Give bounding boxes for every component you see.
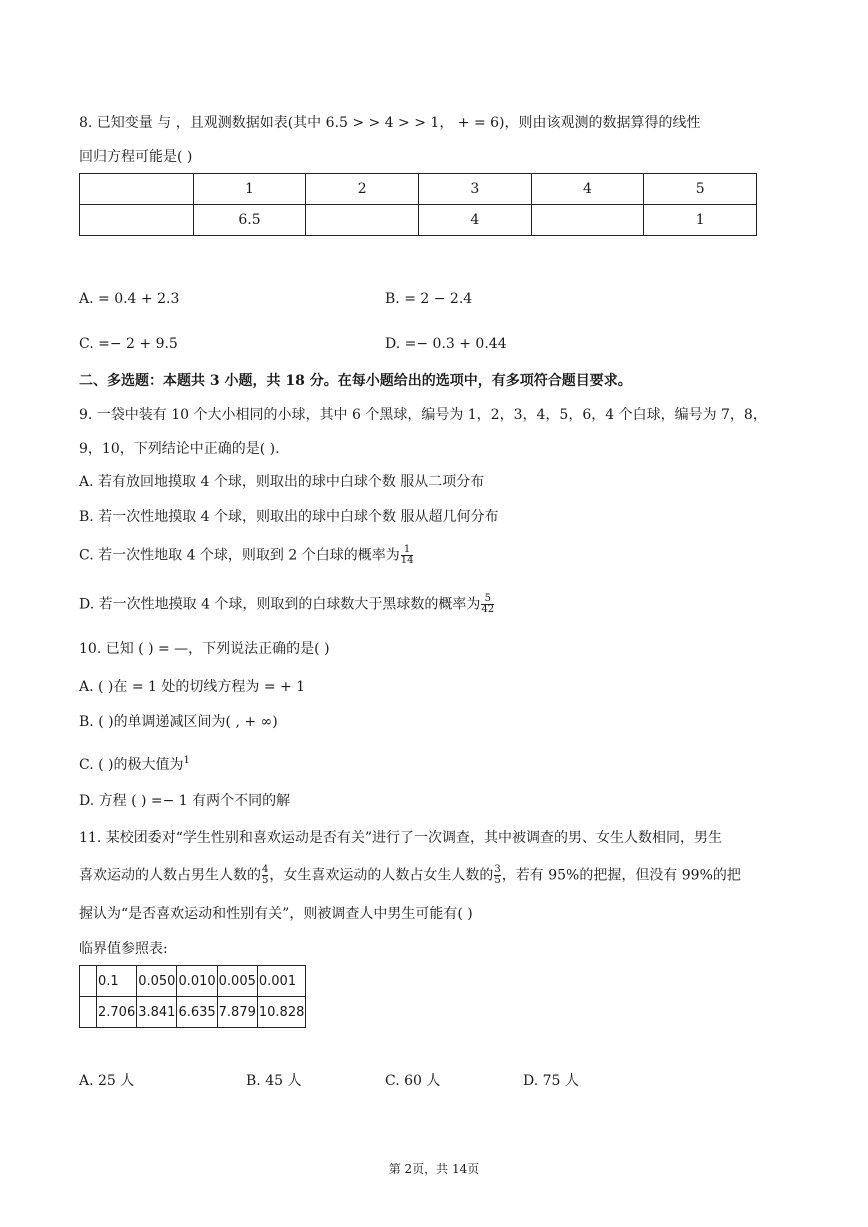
table-cell: 2.706: [97, 997, 137, 1028]
table-cell: 0.050: [137, 966, 177, 997]
section-heading: 二、多选题：本题共 3 小题，共 18 分。在每小题给出的选项中，有多项符合题目要求。: [79, 373, 632, 389]
table-cell: [80, 997, 97, 1028]
q11-stem-line2: [79, 865, 741, 886]
q10-option-a: A. ( )在 = 1 处的切线方程为 = + 1: [79, 679, 306, 695]
table-cell: 2: [306, 174, 419, 205]
table-row: [80, 205, 757, 236]
q11-text: ，女生喜欢运动的人数占女生人数的: [269, 867, 494, 884]
table-row: [80, 997, 306, 1028]
table-cell: 5: [644, 174, 757, 205]
q8-stem-line1: 8. 已知变量 与 ，且观测数据如表(其中 6.5 > > 4 > > 1， + = 6)，则由该观测的数据算得的线性: [79, 115, 701, 131]
table-cell: 1: [193, 174, 306, 205]
q10-stem: 10. 已知 ( ) = —，下列说法正确的是( ): [79, 641, 330, 657]
table-cell: 3.841: [137, 997, 177, 1028]
q8-option-c: C. =− 2 + 9.5: [79, 336, 178, 352]
q11-text: 喜欢运动的人数占男生人数的: [79, 867, 261, 884]
table-cell: 3: [418, 174, 531, 205]
q11-stem-line1: 11. 某校团委对“学生性别和喜欢运动是否有关”进行了一次调查，其中被调查的男、女生人数相同，男生: [79, 830, 723, 846]
table-cell: 7.879: [217, 997, 257, 1028]
q9-stem-line1: 9. 一袋中装有 10 个大小相同的小球，其中 6 个黑球，编号为 1，2，3，4，5，6，4 个白球，编号为 7，8，: [79, 407, 767, 423]
q11-option-c: C. 60 人: [385, 1073, 441, 1089]
table-cell: [306, 205, 419, 236]
q8-data-table: [79, 173, 757, 236]
q8-option-a: A. = 0.4 + 2.3: [79, 291, 180, 307]
q11-option-b: B. 45 人: [246, 1073, 302, 1089]
q8-stem-line2: 回归方程可能是( ): [79, 149, 193, 165]
table-cell: [80, 966, 97, 997]
fraction-denominator: 5: [494, 875, 501, 886]
fraction-numerator: 1: [403, 544, 411, 555]
q11-option-a: A. 25 人: [79, 1073, 135, 1089]
q10-option-c-text: C. ( )的极大值为: [79, 757, 184, 773]
fraction-numerator: 5: [484, 593, 491, 604]
page-number: 第 2页，共 14页: [388, 1162, 480, 1176]
fraction: [481, 594, 494, 615]
table-cell: 0.1: [97, 966, 137, 997]
q11-option-d: D. 75 人: [523, 1073, 579, 1089]
critical-value-table: [79, 965, 306, 1028]
q9-option-c: [79, 545, 414, 566]
table-cell: 0.001: [257, 966, 306, 997]
table-cell: 4: [418, 205, 531, 236]
q10-option-c: [79, 752, 190, 774]
q10-option-b: B. ( )的单调递减区间为( , + ∞): [79, 714, 278, 730]
q10-option-d: D. 方程 ( ) =− 1 有两个不同的解: [79, 793, 291, 809]
q8-option-b: B. = 2 − 2.4: [385, 291, 473, 307]
q9-option-d-text: D. 若一次性地摸取 4 个球，则取到的白球数大于黑球数的概率为: [79, 596, 481, 613]
table-cell: [80, 174, 194, 205]
table-cell: 1: [644, 205, 757, 236]
table-cell: 0.005: [217, 966, 257, 997]
q9-option-b: B. 若一次性地摸取 4 个球，则取出的球中白球个数 服从超几何分布: [79, 509, 499, 525]
fraction-denominator: 5: [262, 875, 269, 886]
superscript: 1: [183, 755, 190, 766]
fraction-denominator: 14: [400, 555, 414, 566]
fraction: [262, 865, 268, 886]
q9-stem-line2: 9，10，下列结论中正确的是( ).: [79, 441, 280, 457]
table-row: [80, 966, 306, 997]
table-row: [80, 174, 757, 205]
fraction-numerator: 4: [262, 864, 269, 875]
table-cell: 4: [531, 174, 644, 205]
q8-option-d: D. =− 0.3 + 0.44: [385, 336, 507, 352]
table-cell: [531, 205, 644, 236]
q9-option-c-text: C. 若一次性地取 4 个球，则取到 2 个白球的概率为: [79, 547, 400, 564]
table-cell: 0.010: [177, 966, 217, 997]
fraction-denominator: 42: [481, 604, 495, 615]
q9-option-a: A. 若有放回地摸取 4 个球，则取出的球中白球个数 服从二项分布: [79, 474, 485, 490]
q11-stem-line3: 握认为“是否喜欢运动和性别有关”，则被调查人中男生可能有( ): [79, 906, 473, 922]
fraction: [494, 865, 500, 886]
q11-text: ，若有 95%的把握，但没有 99%的把: [501, 867, 741, 884]
q11-table-label: 临界值参照表:: [79, 941, 168, 957]
table-cell: 6.635: [177, 997, 217, 1028]
fraction: [401, 545, 414, 566]
table-cell: [80, 205, 194, 236]
q9-option-d: [79, 594, 495, 615]
table-cell: 6.5: [193, 205, 306, 236]
table-cell: 10.828: [257, 997, 306, 1028]
fraction-numerator: 3: [494, 864, 501, 875]
